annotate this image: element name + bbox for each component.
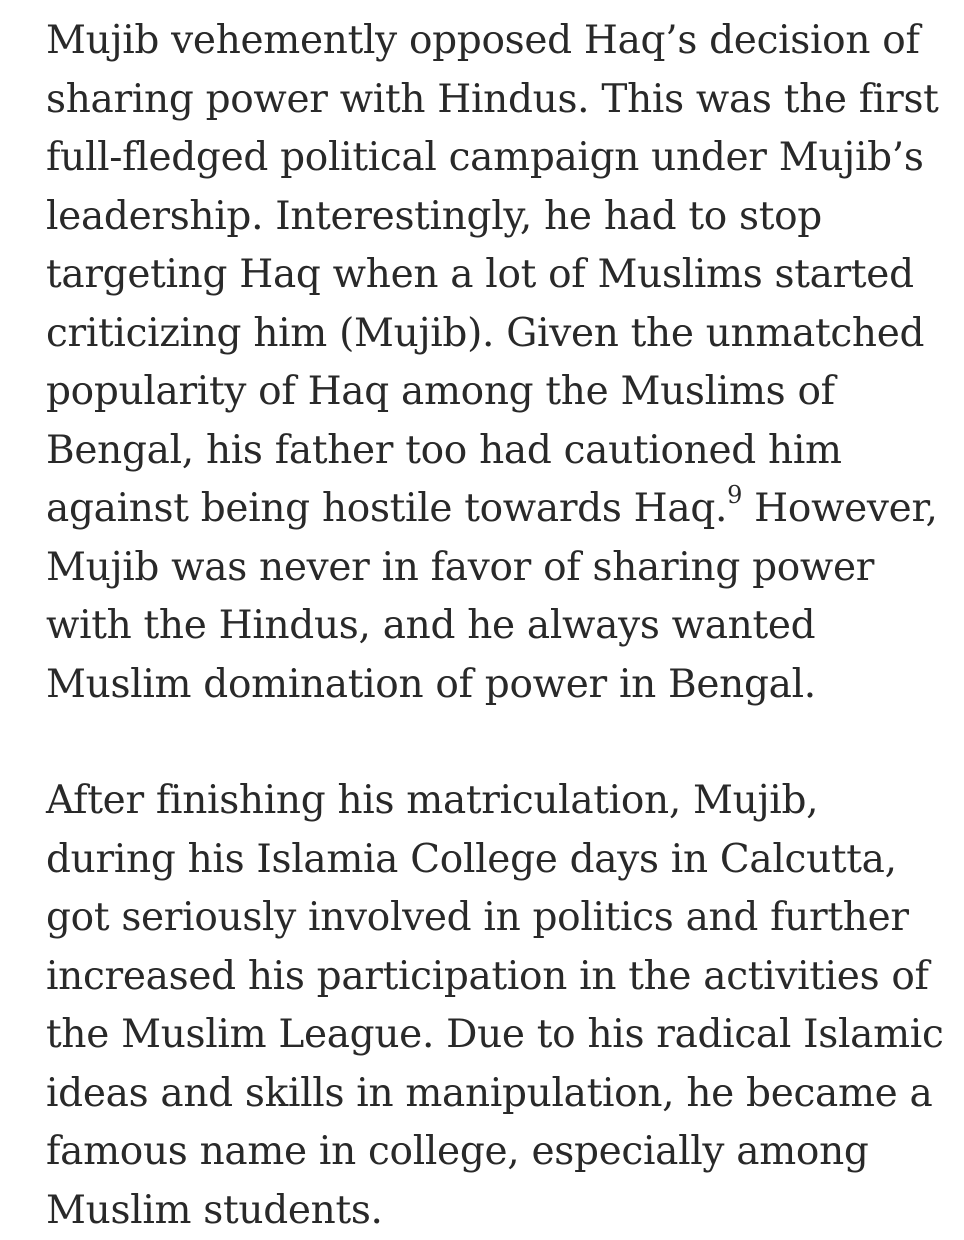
text-line: popularity of Haq among the Muslims of (46, 363, 936, 422)
text-line: leadership. Interestingly, he had to stop (46, 188, 936, 247)
text-line: sharing power with Hindus. This was the first (46, 71, 936, 130)
text-line: Muslim students. (46, 1182, 936, 1240)
paragraph-2 (46, 772, 936, 1240)
text-segment: However, (742, 486, 938, 531)
text-line: full-fledged political campaign under Mujib’s (46, 129, 936, 188)
text-line: with the Hindus, and he always wanted (46, 597, 936, 656)
text-line: got seriously involved in politics and further (46, 889, 936, 948)
text-line: Bengal, his father too had cautioned him (46, 422, 936, 481)
text-line: ideas and skills in manipulation, he became a (46, 1065, 936, 1124)
text-line: criticizing him (Mujib). Given the unmatched (46, 305, 936, 364)
text-line: After finishing his matriculation, Mujib, (46, 772, 936, 831)
text-line: famous name in college, especially among (46, 1123, 936, 1182)
text-line-with-footnote (46, 480, 936, 539)
text-line: Muslim domination of power in Bengal. (46, 656, 936, 715)
text-line: the Muslim League. Due to his radical Islamic (46, 1006, 936, 1065)
text-line: during his Islamia College days in Calcutta, (46, 831, 936, 890)
text-line: Mujib vehemently opposed Haq’s decision of (46, 12, 936, 71)
text-line: targeting Haq when a lot of Muslims started (46, 246, 936, 305)
text-segment: against being hostile towards Haq. (46, 486, 727, 531)
text-line: increased his participation in the activities of (46, 948, 936, 1007)
article-body (46, 12, 936, 1240)
footnote-marker[interactable]: 9 (727, 481, 742, 509)
text-line: Mujib was never in favor of sharing power (46, 539, 936, 598)
paragraph-1 (46, 12, 936, 714)
